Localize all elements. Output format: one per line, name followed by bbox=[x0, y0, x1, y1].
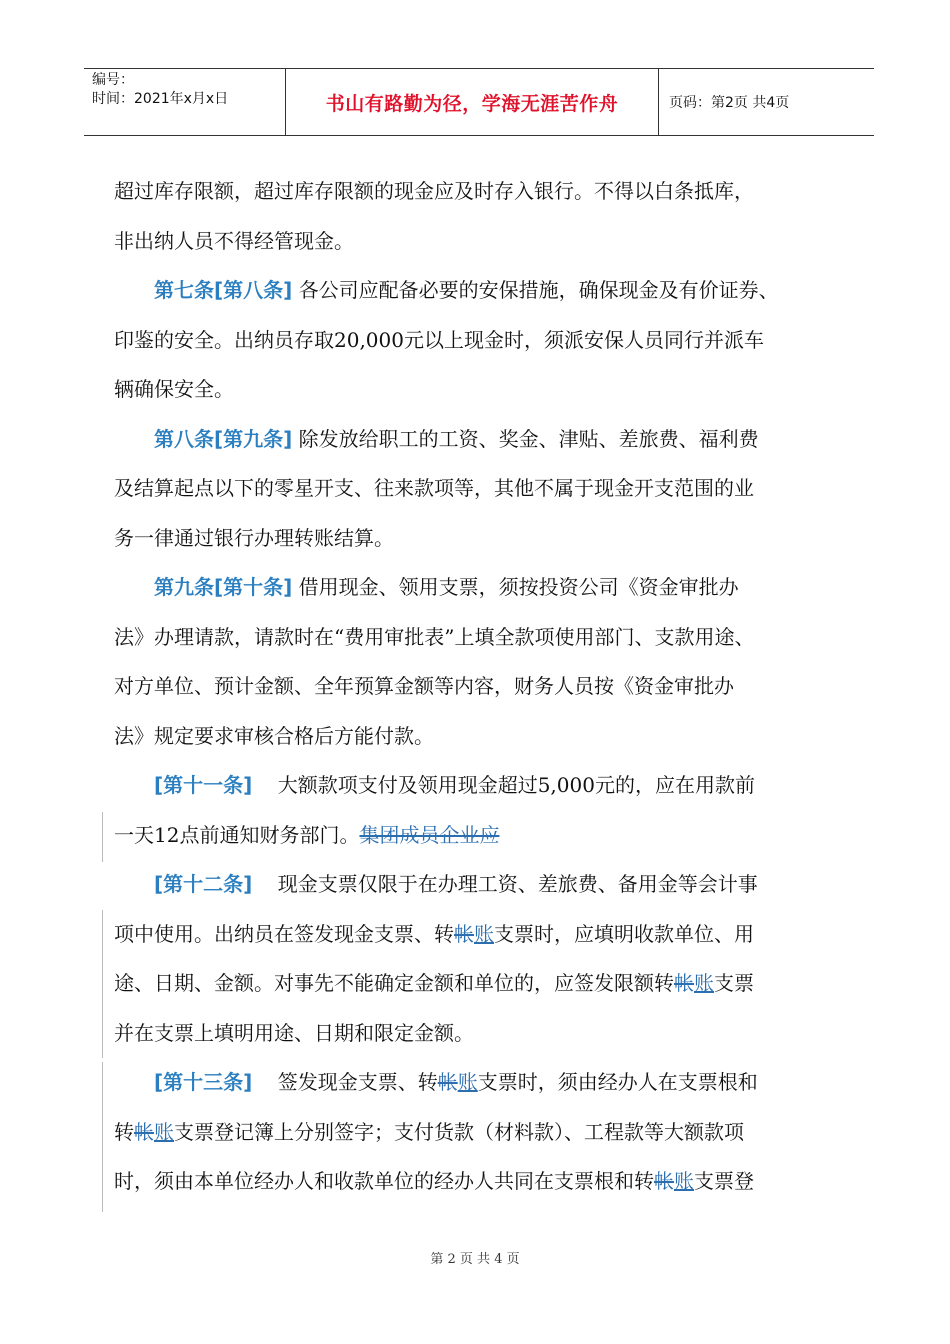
header-motto: 书山有路勤为径，学海无涯苦作舟 bbox=[325, 92, 619, 115]
header-page-info: 页码：第2页 共4页 bbox=[669, 95, 790, 111]
revision-bar bbox=[102, 910, 103, 1058]
text-line: 对方单位、预计金额、全年预算金额等内容，财务人员按《资金审批办 bbox=[114, 674, 734, 698]
deleted-char: 帐 bbox=[437, 1070, 458, 1094]
article-7-line: 第七条[第八条] 各公司应配备必要的安保措施，确保现金及有价证券、 bbox=[154, 278, 779, 302]
deleted-char: 帐 bbox=[654, 1169, 674, 1193]
article-9-line: 第九条[第十条] 借用现金、领用支票，须按投资公司《资金审批办 bbox=[154, 575, 739, 599]
text-line: 法》办理请款，请款时在“费用审批表”上填全款项使用部门、支款用途、 bbox=[114, 624, 755, 649]
article-13-line: [第十三条] 签发现金支票、转帐账支票时，须由经办人在支票根和 bbox=[154, 1070, 758, 1094]
header-meta bbox=[84, 69, 286, 135]
article-11-line: [第十一条] 大额款项支付及领用现金超过5,000元的，应在用款前 bbox=[154, 773, 755, 797]
article-title: 第八条[第九条] bbox=[154, 426, 293, 451]
header-motto-cell bbox=[286, 69, 659, 135]
deleted-char: 帐 bbox=[454, 921, 474, 946]
deleted-char: 帐 bbox=[674, 971, 694, 995]
deleted-text: 集团成员企业应 bbox=[359, 822, 500, 847]
inserted-char: 账 bbox=[674, 1169, 694, 1193]
deleted-char: 帐 bbox=[134, 1119, 154, 1144]
text-line: 并在支票上填明用途、日期和限定金额。 bbox=[114, 1020, 474, 1045]
article-8-line: 第八条[第九条] 除发放给职工的工资、奖金、津贴、差旅费、福利费 bbox=[154, 426, 759, 451]
text-line: 及结算起点以下的零星开支、往来款项等，其他不属于现金开支范围的业 bbox=[114, 476, 754, 500]
time-label: 时间：2021年x月x日 bbox=[92, 91, 229, 107]
article-title: 第七条[第八条] bbox=[154, 278, 293, 302]
text-line: 超过库存限额，超过库存限额的现金应及时存入银行。不得以白条抵库， bbox=[114, 179, 754, 203]
article-title: 第九条[第十条] bbox=[154, 575, 293, 599]
number-label: 编号： bbox=[92, 72, 134, 88]
text-line: 转帐账支票登记簿上分别签字；支付货款（材料款）、工程款等大额款项 bbox=[114, 1119, 744, 1144]
document-body bbox=[114, 167, 854, 1207]
article-title: [第十二条] bbox=[154, 872, 253, 896]
header-table bbox=[84, 68, 874, 136]
article-12-line: [第十二条] 现金支票仅限于在办理工资、差旅费、备用金等会计事 bbox=[154, 872, 758, 896]
revision-bar bbox=[102, 1062, 103, 1212]
inserted-char: 账 bbox=[694, 971, 714, 995]
page-footer: 第 2 页 共 4 页 bbox=[430, 1252, 520, 1267]
inserted-char: 账 bbox=[457, 1070, 478, 1094]
revision-bar bbox=[102, 812, 103, 862]
text-line: 项中使用。出纳员在签发现金支票、转帐账支票时，应填明收款单位、用 bbox=[114, 921, 754, 946]
text-line: 非出纳人员不得经管现金。 bbox=[114, 228, 354, 253]
text-line: 时，须由本单位经办人和收款单位的经办人共同在支票根和转帐账支票登 bbox=[114, 1169, 754, 1193]
article-title: [第十一条] bbox=[154, 773, 253, 797]
text-line: 务一律通过银行办理转账结算。 bbox=[114, 525, 394, 550]
article-title: [第十三条] bbox=[154, 1070, 253, 1094]
inserted-char: 账 bbox=[154, 1119, 174, 1144]
inserted-char: 账 bbox=[474, 921, 494, 946]
text-line: 法》规定要求审核合格后方能付款。 bbox=[114, 723, 434, 748]
text-line: 一天12点前通知财务部门。集团成员企业应 bbox=[114, 822, 500, 847]
text-line: 途、日期、金额。对事先不能确定金额和单位的，应签发限额转帐账支票 bbox=[114, 971, 754, 995]
text-line: 印鉴的安全。出纳员存取20,000元以上现金时，须派安保人员同行并派车 bbox=[114, 327, 764, 352]
text-line: 辆确保安全。 bbox=[114, 377, 234, 401]
